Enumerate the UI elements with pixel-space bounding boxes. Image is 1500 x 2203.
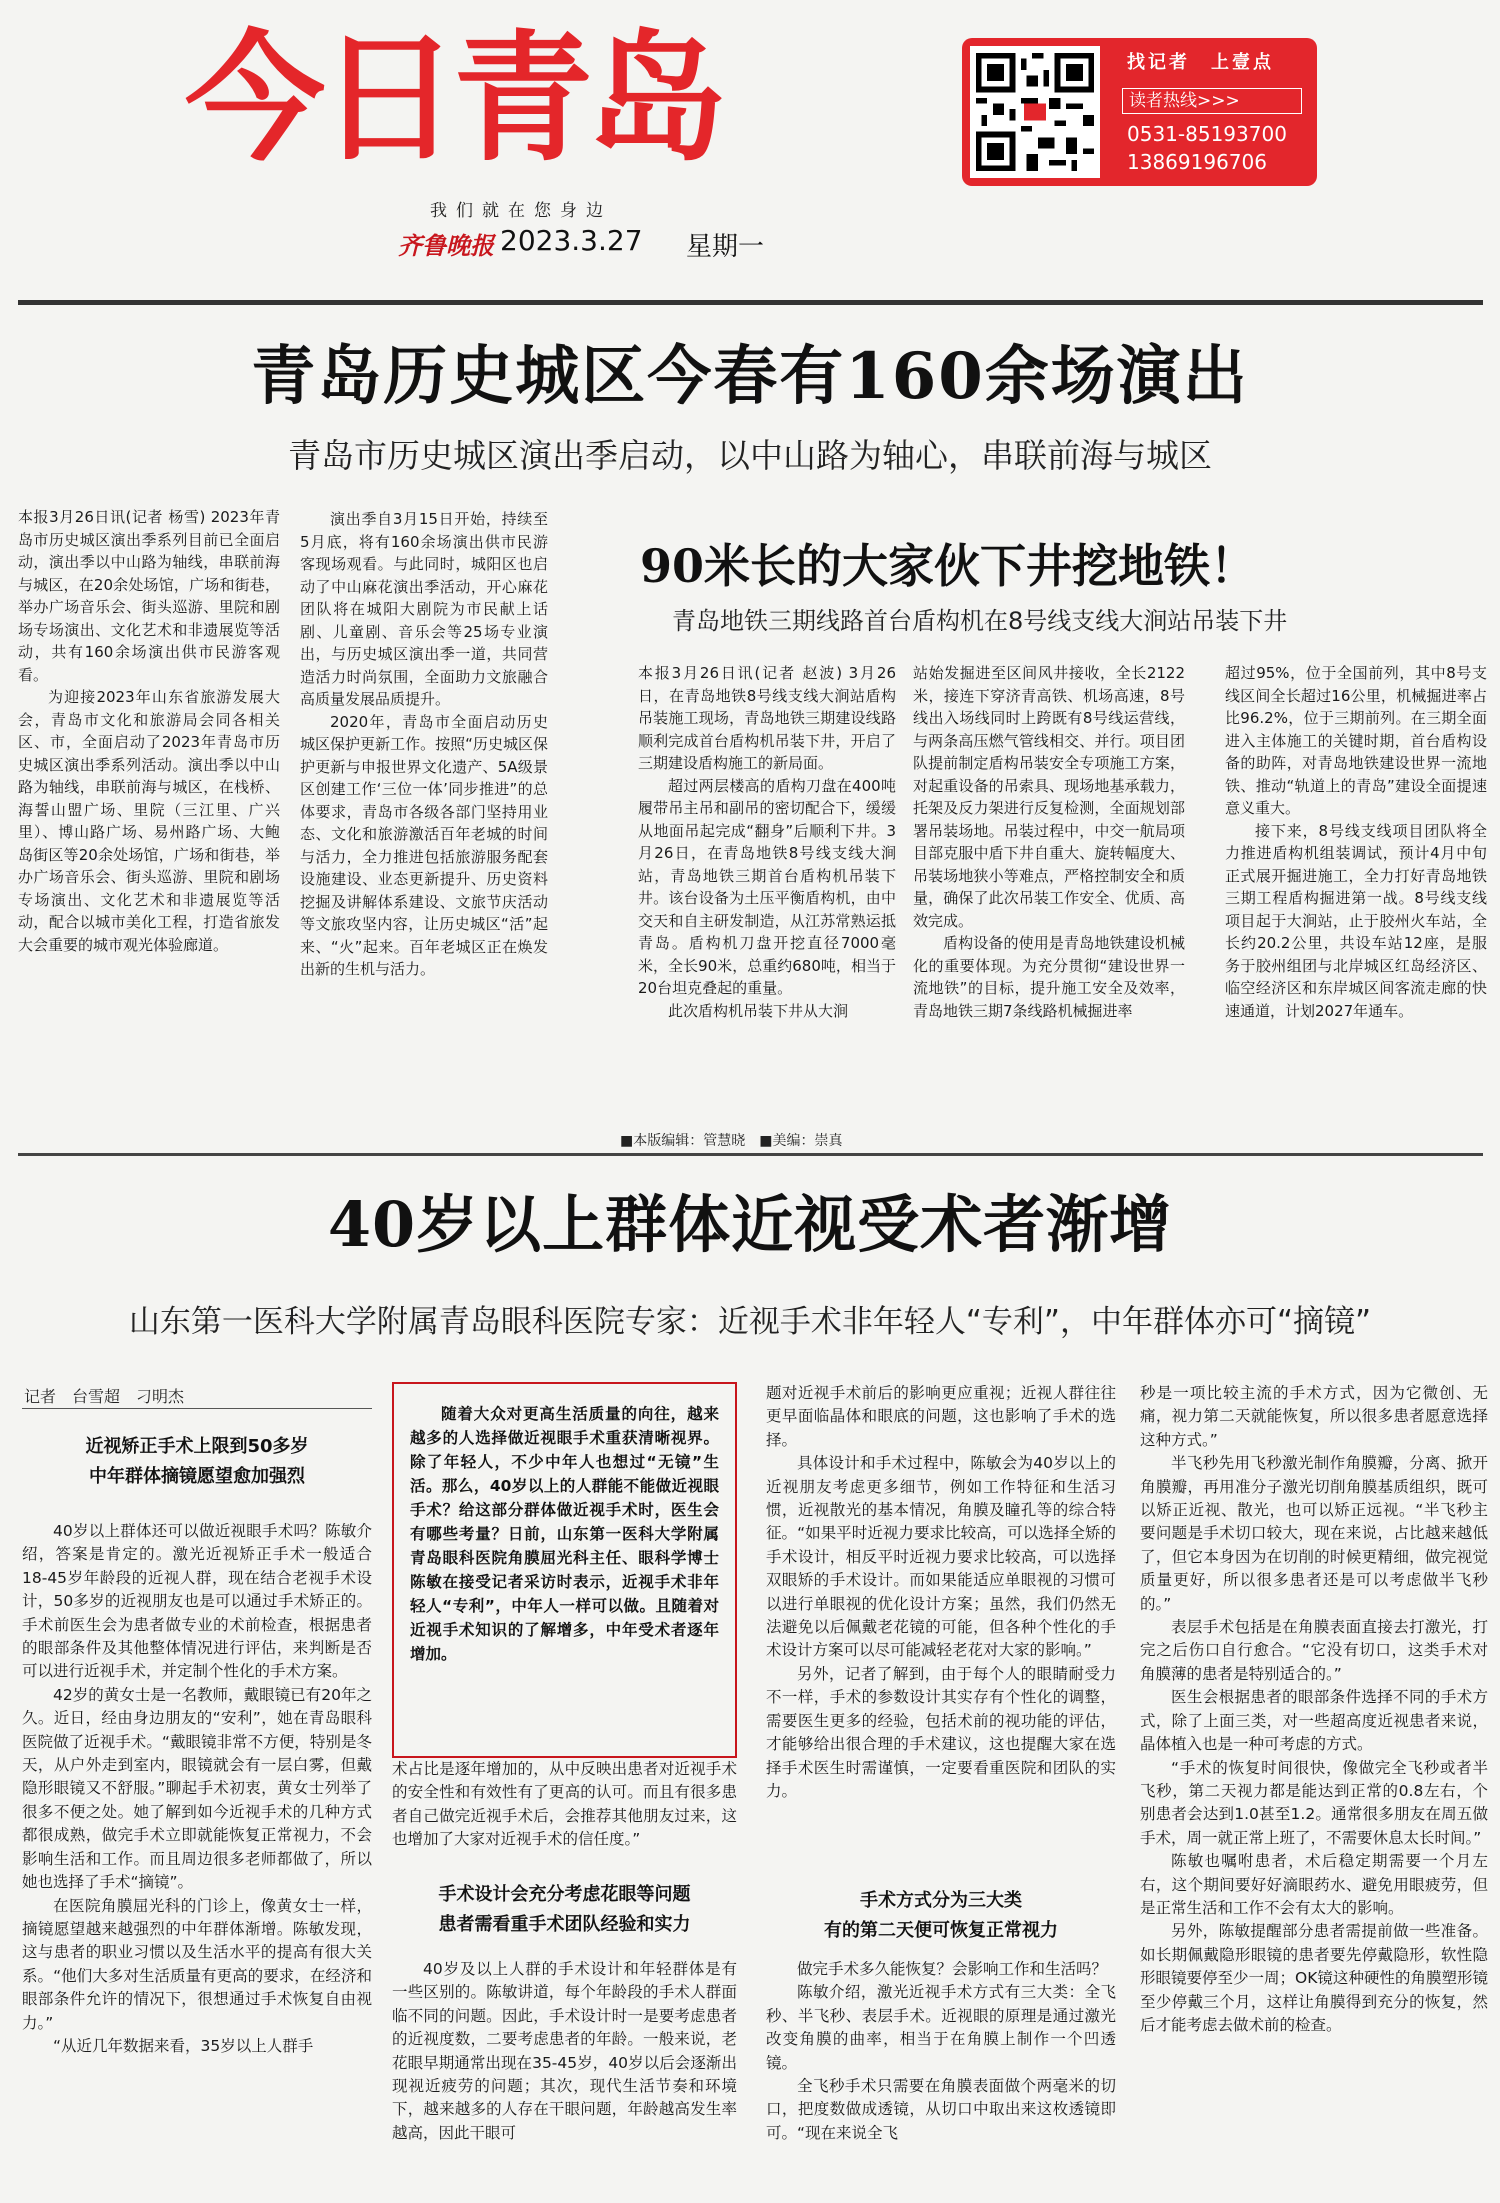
story3-paragraph: 医生会根据患者的眼部条件选择不同的手术方式，除了上面三类，对一些超高度近视患者来说，晶体植入也是一种可考虑的方式。 [1140,1688,1488,1754]
issue-date: 2023.3.27 [500,224,643,257]
section-heading-line: 有的第二天便可恢复正常视力 [824,1920,1058,1941]
story3-paragraph: 术占比是逐年增加的，从中反映出患者对近视手术的安全性和有效性有了更高的认可。而且有很多患者自己做完近视手术后，会推荐其他朋友过来，这也增加了大家对近视手术的信任度。” [392,1760,737,1849]
story3-paragraph: 半飞秒先用飞秒激光制作角膜瓣，分离、掀开角膜瓣，再用准分子激光切削角膜基质组织，既可以矫正近视、散光，也可以矫正远视。“半飞秒主要问题是手术切口较大，现在来说，占比越来越低了，但它本身因为在切削的时候更精细，做完视觉质量更好，所以很多患者还是可以考虑做半飞秒的。” [1140,1454,1488,1613]
story3-column-2b [392,1958,737,2145]
section-heading-line: 手术设计会充分考虑花眼等问题 [438,1884,691,1905]
hotline-number[interactable]: 0531-85193700 [1127,122,1287,146]
story3-reporter: 记者 台雪超 刁明杰 [24,1387,185,1406]
story2-column-2 [913,662,1185,1022]
story3-headline: 40岁以上群体近视受术者渐增 [327,1188,1173,1261]
issue-weekday: 星期一 [686,232,765,262]
story2-paragraph: 接下来，8号线支线项目团队将全力推进盾构机组装调试，预计4月中旬正式展开掘进施工，全力打好青岛地铁三期工程盾构掘进第一战。8号线支线项目起于大涧站，止于胶州火车站，全长约20.2公里，共设车站12座，是服务于胶州组团与北岸城区红岛经济区、临空经济区和东岸城区间客流走廊的快速通道，计划2027年通车。 [1225,821,1487,1020]
section-heading-line: 手术方式分为三大类 [860,1890,1022,1911]
story3-paragraph: 做完手术多久能恢复？会影响工作和生活吗？ [797,1960,1108,1978]
story2-column-3 [1225,662,1487,1022]
hotline-label: 读者热线>>> [1122,88,1302,114]
story1-column-2 [300,508,548,981]
story1-paragraph: 为迎接2023年山东省旅游发展大会，青岛市文化和旅游局会同各相关区、市，全面启动了2023年青岛市历史城区演出季系列活动。演出季以中山路为轴线，串联前海与城区，在栈桥、海誓山盟广场、里院（三江里、广兴里）、博山路广场、易州路广场、大鲍岛街区等20余处场馆，广场和街巷，举办广场音乐会、街头巡游、里院和剧场专场演出、文化艺术和非遗展览等活动，配合以城市美化工程，打造省旅发大会重要的城市观光体验廊道。 [18,688,280,954]
paper-name: 齐鲁晚报 [398,231,494,260]
story2-headline: 90米长的大家伙下井挖地铁！ [640,539,1257,593]
story3-paragraph: 全飞秒手术只需要在角膜表面做个两毫米的切口，把度数做成透镜，从切口中取出来这枚透镜即可。“现在来说全飞 [766,2077,1116,2142]
story3-paragraph: 在医院角膜屈光科的门诊上，像黄女士一样，摘镜愿望越来越强烈的中年群体渐增。陈敏发现，这与患者的职业习惯以及生活水平的提高有很大关系。“他们大多对生活质量有更高的要求，在经济和眼部条件允许的情况下，很想通过手术恢复自由视力。” [22,1896,372,2032]
editor-credits: ■本版编辑：管慧晓 ■美编：崇真 [620,1133,843,1149]
story2-paragraph: 本报3月26日讯(记者 赵波) 3月26日，在青岛地铁8号线支线大涧站盾构吊装施工现场，青岛地铁三期建设线路顺利完成首台盾构机吊装下井，开启了三期建设盾构施工的新局面。 [638,664,896,772]
story3-paragraph: “从近几年数据来看，35岁以上人群手 [53,2036,314,2055]
story3-column-1 [22,1520,372,2058]
story1-headline: 青岛历史城区今春有160余场演出 [251,339,1249,414]
slogan: 我们就在您身边 [430,201,612,221]
story3-paragraph: 陈敏介绍，激光近视手术方式有三大类：全飞秒、半飞秒、表层手术。近视眼的原理是通过激光改变角膜的曲率，相当于在角膜上制作一个凹透镜。 [766,1983,1116,2072]
story3-paragraph: 42岁的黄女士是一名教师，戴眼镜已有20年之久。近日，经由身边朋友的“安利”，她在青岛眼科医院做了近视手术。“戴眼镜非常不方便，特别是冬天，从户外走到室内，眼镜就会有一层白雾，但戴隐形眼镜又不舒服。”聊起手术初衷，黄女士列举了很多不便之处。她了解到如今近视手术的几种方式都很成熟，做完手术立即就能恢复正常视力，不会影响生活和工作。而且周边很多老师都做了，所以她也选择了手术“摘镜”。 [22,1685,372,1892]
story2-column-1 [638,662,896,1022]
story2-paragraph: 盾构设备的使用是青岛地铁建设机械化的重要体现。为充分贯彻“建设世界一流地铁”的目标，提升施工安全及效率，青岛地铁三期7条线路机械掘进率 [913,934,1185,1020]
newspaper-logo: 今日青岛 [185,18,722,181]
story3-column-4 [1140,1382,1488,2037]
story2-paragraph: 此次盾构机吊装下井从大涧 [668,1001,849,1020]
find-reporter-label: 找记者 上壹点 [1127,52,1274,73]
story2-subhead: 青岛地铁三期线路首台盾构机在8号线支线大涧站吊装下井 [672,607,1288,635]
story3-paragraph: 表层手术包括是在角膜表面直接去打激光，打完之后伤口自行愈合。“它没有切口，这类手术对角膜薄的患者是特别适合的。” [1140,1618,1488,1683]
story1-subhead: 青岛市历史城区演出季启动，以中山路为轴心，串联前海与城区 [288,436,1212,475]
section-heading-line: 中年群体摘镜愿望愈加强烈 [89,1466,305,1487]
story3-column-3 [766,1382,1116,1803]
story3-paragraph: 陈敏也嘱咐患者，术后稳定期需要一个月左右，这个期间要好好滴眼药水、避免用眼疲劳，但是正常生活和工作不会有太大的影响。 [1140,1852,1488,1917]
story3-column-2 [392,1758,737,1852]
masthead [0,0,1500,300]
story2-paragraph: 超过两层楼高的盾构刀盘在400吨履带吊主吊和副吊的密切配合下，缓缓从地面吊起完成“翻身”后顺利下井。3月26日，在青岛地铁8号线支线大涧站，青岛地铁三期首台盾构机吊装下井。该台设备为土压平衡盾构机，由中交天和自主研发制造，从江苏常熟运抵青岛。盾构机刀盘开挖直径7000毫米，全长90米，总重约680吨，相当于20台坦克叠起的重量。 [638,776,896,997]
story3-lead-box [392,1382,737,1758]
story3-paragraph: 具体设计和手术过程中，陈敏会为40岁以上的近视朋友考虑更多细节，例如工作特征和生活习惯，近视散光的基本情况，角膜及瞳孔等的综合特征。“如果平时近视力要求比较高，可以选择全矫的手术设计，相反平时近视力要求比较高，可以选择双眼矫的手术设计。而如果能适应单眼视的习惯可以进行单眼视的优化设计方案；虽然，我们仍然无法避免以后佩戴老花镜的可能，但各种个性化的手术设计方案可以尽可能减轻老花对大家的影响。” [766,1454,1116,1660]
hotline-mobile[interactable]: 13869196706 [1127,150,1267,174]
masthead-rule [18,300,1483,305]
story3-paragraph: 另外，陈敏提醒部分患者需提前做一些准备。如长期佩戴隐形眼镜的患者要先停戴隐形，软性隐形眼镜要停至少一周；OK镜这种硬性的角膜塑形镜至少停戴三个月，这样让角膜得到充分的恢复，然后才能考虑去做术前的检查。 [1140,1922,1488,2034]
section-heading-line: 患者需看重手术团队经验和实力 [438,1914,691,1935]
story1-paragraph: 演出季自3月15日开始，持续至5月底，将有160余场演出供市民游客现场观看。与此同时，城阳区也启动了中山麻花演出季活动，开心麻花团队将在城阳大剧院为市民献上话剧、儿童剧、音乐会等25场专业演出，与历史城区演出季一道，共同营造活力时尚氛围，全面助力文旅融合高质量发展品质提升。 [300,510,548,708]
story2-paragraph: 站始发掘进至区间风井接收，全长2122米，接连下穿济青高铁、机场高速，8号线出入场线同时上跨既有8号线运营线，与两条高压燃气管线相交、并行。项目团队提前制定盾构吊装安全专项施工方案，对起重设备的吊索具、现场地基承载力，托架及反力架进行反复检测，全面规划部署吊装场地。吊装过程中，中交一航局项目部克服中盾下井自重大、旋转幅度大、吊装场地狭小等难点，严格控制安全和质量，确保了此次吊装工作安全、优质、高效完成。 [913,664,1185,930]
section-rule [18,1153,1483,1156]
section-heading-line: 近视矫正手术上限到50多岁 [85,1436,309,1457]
story3-column-3b [766,1958,1116,2145]
story3-paragraph: 题对近视手术前后的影响更应重视；近视人群往往更早面临晶体和眼底的问题，这也影响了手术的选择。 [766,1384,1116,1449]
story3-paragraph: 另外，记者了解到，由于每个人的眼睛耐受力不一样，手术的参数设计其实存有个性化的调整，需要医生更多的经验，包括术前的视功能的评估，才能够给出很合理的手术建议，这也提醒大家在选择手术医生时需谨慎，一定要看重医院和团队的实力。 [766,1664,1116,1800]
story2-paragraph: 超过95%，位于全国前列，其中8号支线区间全长超过16公里，机械掘进率占比96.2%，位于三期前列。在三期全面进入主体施工的关键时期，首台盾构设备的助阵，对青岛地铁建设世界一流地铁、推动“轨道上的青岛”建设全面提速意义重大。 [1225,664,1487,817]
reporter-rule [22,1408,372,1409]
qr-code-icon[interactable] [970,46,1100,178]
story3-lead: 随着大众对更高生活质量的向往，越来越多的人选择做近视眼手术重获清晰视界。除了年轻人，不少中年人也想过“无镜”生活。那么，40岁以上的人群能不能做近视眼手术？给这部分群体做近视手术时，医生会有哪些考量？日前，山东第一医科大学附属青岛眼科医院角膜屈光科主任、眼科学博士陈敏在接受记者采访时表示，近视手术非年轻人“专利”，中年人一样可以做。且随着对近视手术知识的了解增多，中年受术者逐年增加。 [410,1405,719,1663]
story3-paragraph: “手术的恢复时间很快，像做完全飞秒或者半飞秒，第二天视力都是能达到正常的0.8左右，个别患者会达到1.0甚至1.2。通常很多朋友在周五做手术，周一就正常上班了，不需要休息太长时间。” [1140,1758,1488,1847]
story3-section-b-heading [392,1880,737,1940]
story3-section-a-heading [22,1432,372,1492]
story3-paragraph: 40岁以上群体还可以做近视眼手术吗？陈敏介绍，答案是肯定的。激光近视矫正手术一般适合18-45岁年龄段的近视人群，现在结合老视手术设计，50多岁的近视朋友也是可以通过手术矫正的。手术前医生会为患者做专业的术前检查，根据患者的眼部条件及其他整体情况进行评估，来判断是否可以进行近视手术，并定制个性化的手术方案。 [22,1522,372,1681]
story3-paragraph: 40岁及以上人群的手术设计和年轻群体是有一些区别的。陈敏讲道，每个年龄段的手术人群面临不同的问题。因此，手术设计时一是要考虑患者的近视度数，二要考虑患者的年龄。一般来说，老花眼早期通常出现在35-45岁，40岁以后会逐渐出现视近疲劳的问题；其次，现代生活节奏和环境下，越来越多的人存在干眼问题，年龄越高发生率越高，因此干眼可 [392,1960,737,2142]
story1-paragraph: 本报3月26日讯(记者 杨雪) 2023年青岛市历史城区演出季系列目前已全面启动，演出季以中山路为轴线，串联前海与城区，在20余处场馆，广场和街巷，举办广场音乐会、街头巡游、里院和剧场专场演出、文化艺术和非遗展览等活动，共有160余场演出供市民游客观看。 [18,508,280,684]
story3-paragraph: 秒是一项比较主流的手术方式，因为它微创、无痛，视力第二天就能恢复，所以很多患者愿意选择这种方式。” [1140,1384,1488,1449]
story1-column-1 [18,506,280,956]
contact-box [962,38,1317,186]
story1-paragraph: 2020年，青岛市全面启动历史城区保护更新工作。按照“历史城区保护更新与申报世界文化遗产、5A级景区创建工作‘三位一体’同步推进”的总体要求，青岛市各级各部门坚持用业态、文化和旅游激活百年老城的时间与活力，全力推进包括旅游服务配套设施建设、业态更新提升、历史资料挖掘及讲解体系建设、文旅节庆活动等文旅攻坚内容，让历史城区“活”起来、“火”起来。百年老城区正在焕发出新的生机与活力。 [300,712,548,978]
story3-section-c-heading [766,1886,1116,1946]
story3-subhead: 山东第一医科大学附属青岛眼科医院专家：近视手术非年轻人“专利”，中年群体亦可“摘镜” [128,1304,1372,1340]
